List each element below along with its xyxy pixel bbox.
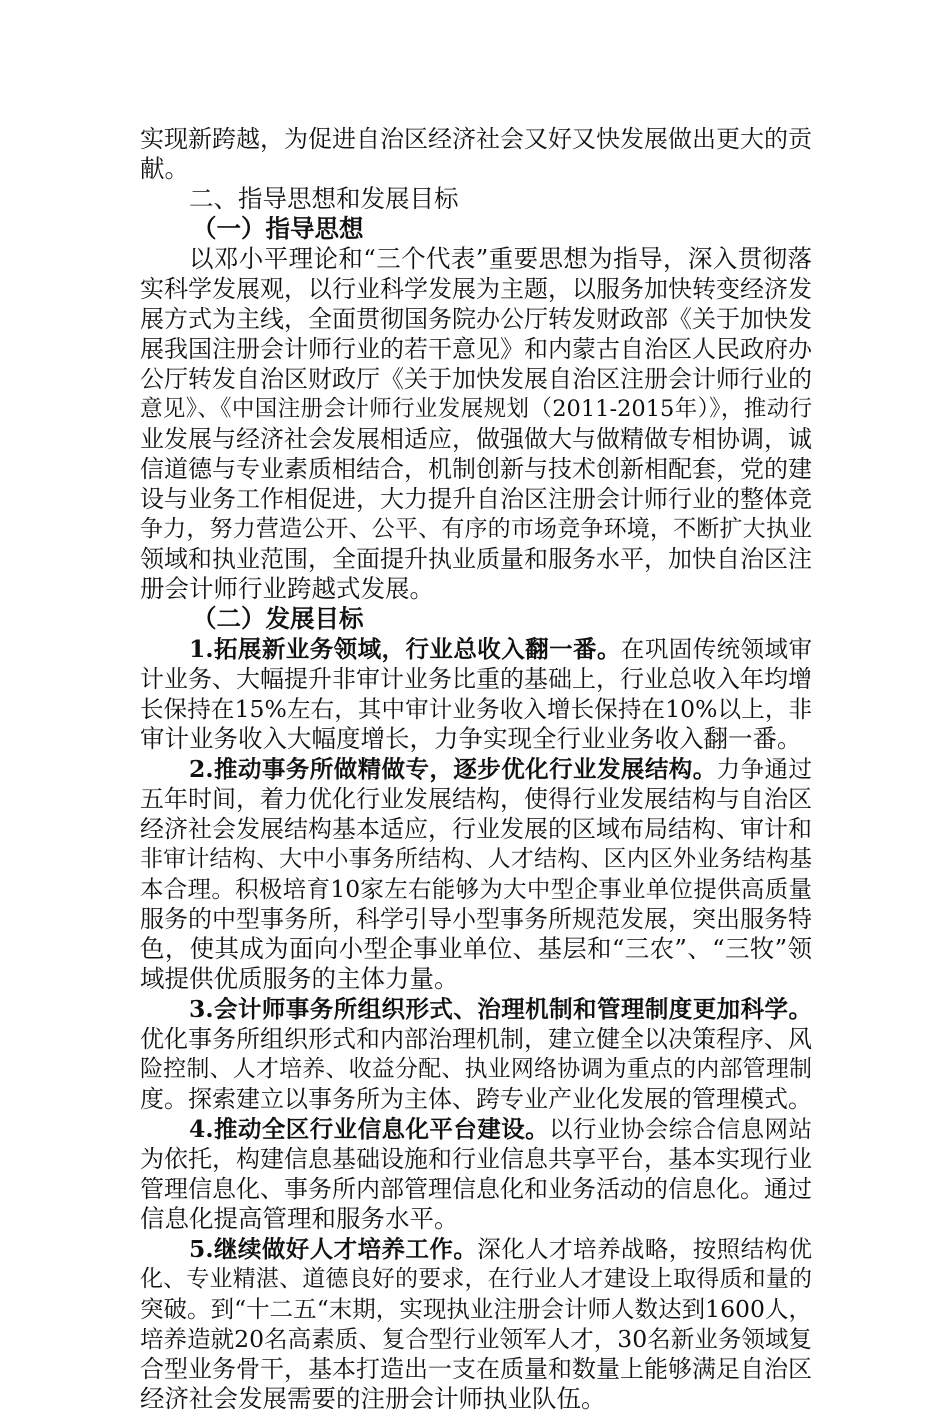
paragraph-first-line (140, 994, 812, 1024)
line-text: 五年时间，着力优化行业发展结构，使得行业发展结构与自治区 (140, 785, 812, 813)
line-text: 突破。到“十二五“末期，实现执业注册会计师人数达到1600人， (140, 1295, 812, 1323)
item-lead-text: 5.继续做好人才培养工作。 (189, 1235, 478, 1263)
paragraph-line (140, 514, 812, 544)
paragraph-line (140, 1144, 812, 1174)
document-page (140, 124, 812, 1414)
item-lead-text: 3.会计师事务所组织形式、治理机制和管理制度更加科学。 (189, 995, 812, 1023)
paragraph-line (140, 1054, 812, 1084)
paragraph-last-line (140, 1204, 812, 1234)
line-text: 二、指导思想和发展目标 (189, 184, 459, 213)
line-text: 长保持在15%左右，其中审计业务收入增长保持在10%以上，非 (140, 695, 812, 723)
item-lead-text: 4.推动全区行业信息化平台建设。 (189, 1115, 550, 1143)
paragraph-line (140, 124, 812, 154)
line-text: 经济社会发展结构基本适应，行业发展的区域布局结构、审计和 (140, 815, 812, 843)
line-text: 册会计师行业跨越式发展。 (140, 574, 434, 603)
line-text: 为依托，构建信息基础设施和行业信息共享平台，基本实现行业 (140, 1145, 812, 1173)
paragraph-line (140, 544, 812, 574)
paragraph-first-line (140, 1114, 812, 1144)
line-text: 献。 (140, 154, 189, 183)
line-text: （二）发展目标 (192, 604, 364, 633)
paragraph-line (140, 424, 812, 454)
paragraph-line (140, 484, 812, 514)
line-text: 本合理。积极培育10家左右能够为大中型企事业单位提供高质量 (140, 875, 812, 903)
subsection-heading (140, 214, 812, 244)
paragraph-line (140, 904, 812, 934)
paragraph-last-line (140, 1084, 812, 1114)
line-text: 优化事务所组织形式和内部治理机制，建立健全以决策程序、风 (140, 1025, 812, 1053)
paragraph-line (140, 784, 812, 814)
paragraph-line (140, 304, 812, 334)
line-text: 实现新跨越，为促进自治区经济社会又好又快发展做出更大的贡 (140, 125, 812, 153)
item-lead-text: 1.拓展新业务领域，行业总收入翻一番。 (189, 635, 621, 663)
paragraph-line (140, 934, 812, 964)
paragraph-line (140, 1324, 812, 1354)
line-text: 计业务、大幅提升非审计业务比重的基础上，行业总收入年均增 (140, 665, 812, 693)
paragraph-line (140, 694, 812, 724)
paragraph-line (140, 1294, 812, 1324)
line-text: 度。探索建立以事务所为主体、跨专业产业化发展的管理模式。 (140, 1085, 812, 1113)
paragraph-first-line (140, 244, 812, 274)
line-text: 意见》、《中国注册会计师行业发展规划（2011-2015年）》，推动行 (140, 396, 812, 422)
paragraph-line (140, 844, 812, 874)
paragraph-last-line (140, 964, 812, 994)
line-text: 域提供优质服务的主体力量。 (140, 964, 459, 993)
line-text: 设与业务工作相促进，大力提升自治区注册会计师行业的整体竞 (140, 485, 812, 513)
line-text: 展我国注册会计师行业的若干意见》和内蒙古自治区人民政府办 (140, 335, 812, 363)
paragraph-last-line (140, 1384, 812, 1414)
paragraph-line (140, 334, 812, 364)
paragraph-line (140, 874, 812, 904)
paragraph-last-line (140, 724, 812, 754)
line-text: 险控制、人才培养、收益分配、执业网络协调为重点的内部管理制 (140, 1056, 812, 1082)
line-text: 以行业协会综合信息网站 (549, 1115, 812, 1143)
paragraph-last-line (140, 574, 812, 604)
paragraph-line (140, 1024, 812, 1054)
paragraph-line (140, 664, 812, 694)
line-text: 信道德与专业素质相结合，机制创新与技术创新相配套，党的建 (140, 455, 812, 483)
line-text: 管理信息化、事务所内部管理信息化和业务活动的信息化。通过 (140, 1175, 812, 1203)
line-text: 公厅转发自治区财政厅《关于加快发展自治区注册会计师行业的 (140, 365, 812, 393)
line-text: 色，使其成为面向小型企事业单位、基层和“三农”、“三牧”领 (140, 934, 812, 963)
line-text: 信息化提高管理和服务水平。 (140, 1204, 459, 1233)
line-text: 以邓小平理论和“三个代表”重要思想为指导，深入贯彻落 (189, 244, 812, 273)
line-text: 非审计结构、大中小事务所结构、人才结构、区内区外业务结构基 (140, 846, 812, 872)
line-text: 经济社会发展需要的注册会计师执业队伍。 (140, 1384, 606, 1413)
line-text: 合型业务骨干，基本打造出一支在质量和数量上能够满足自治区 (140, 1355, 812, 1383)
line-text: 化、专业精湛、道德良好的要求，在行业人才建设上取得质和量的 (140, 1266, 812, 1292)
line-text: 服务的中型事务所，科学引导小型事务所规范发展，突出服务特 (140, 905, 812, 933)
line-text: 实科学发展观，以行业科学发展为主题，以服务加快转变经济发 (140, 275, 812, 303)
line-text: 展方式为主线，全面贯彻国务院办公厅转发财政部《关于加快发 (140, 305, 812, 333)
paragraph-last-line (140, 154, 812, 184)
paragraph-line (140, 814, 812, 844)
item-lead-text: 2.推动事务所做精做专，逐步优化行业发展结构。 (189, 755, 717, 783)
paragraph-line (140, 1264, 812, 1294)
paragraph-line (140, 394, 812, 424)
line-text: 争力，努力营造公开、公平、有序的市场竞争环境，不断扩大执业 (140, 516, 812, 542)
line-text: 领域和执业范围，全面提升执业质量和服务水平，加快自治区注 (140, 545, 812, 573)
line-text: 力争通过 (716, 755, 812, 783)
section-heading (140, 184, 812, 214)
line-text: 业发展与经济社会发展相适应，做强做大与做精做专相协调，诚 (140, 425, 812, 453)
paragraph-first-line (140, 754, 812, 784)
line-text: （一）指导思想 (192, 214, 364, 243)
paragraph-line (140, 274, 812, 304)
paragraph-line (140, 454, 812, 484)
line-text: 深化人才培养战略，按照结构优 (477, 1235, 812, 1263)
line-text: 在巩固传统领域审 (620, 635, 812, 663)
paragraph-line (140, 1354, 812, 1384)
line-text: 审计业务收入大幅度增长，力争实现全行业业务收入翻一番。 (140, 724, 802, 753)
paragraph-first-line (140, 1234, 812, 1264)
line-text: 培养造就20名高素质、复合型行业领军人才，30名新业务领域复 (140, 1325, 812, 1353)
subsection-heading (140, 604, 812, 634)
paragraph-first-line (140, 634, 812, 664)
paragraph-line (140, 1174, 812, 1204)
paragraph-line (140, 364, 812, 394)
